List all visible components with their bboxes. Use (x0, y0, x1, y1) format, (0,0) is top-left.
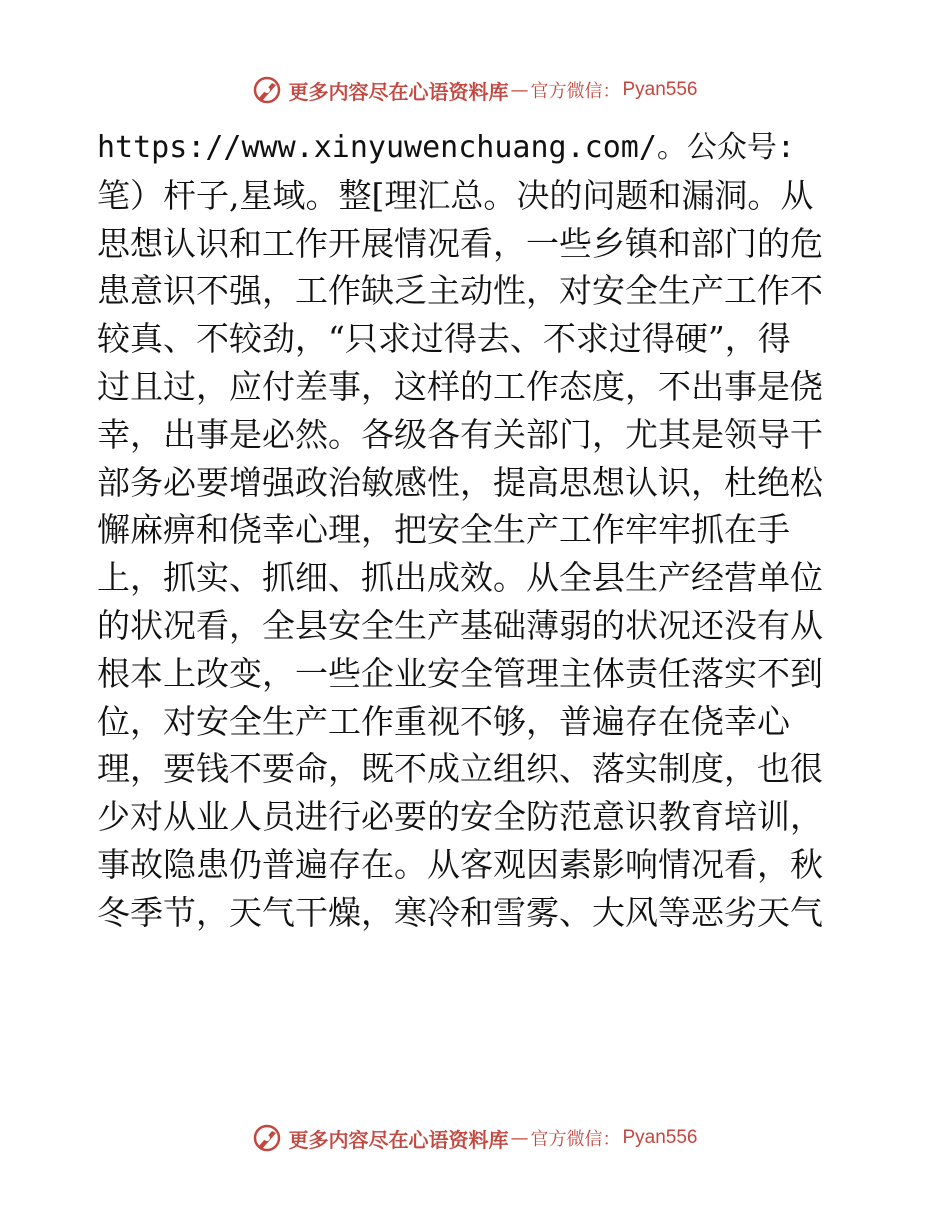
body-line: 懈麻痹和侥幸心理，把安全生产工作牢牢抓在手 (97, 510, 790, 550)
body-line: 冬季节，天气干燥，寒冷和雪雾、大风等恶劣天气 (97, 892, 823, 932)
document-body (97, 124, 857, 937)
banner-wechat-id: Pyan556 (622, 1127, 698, 1148)
body-line: 笔）杆子,星域。整[理汇总。决的问题和漏洞。从 (97, 175, 814, 215)
pen-circle-logo-icon (252, 1123, 282, 1153)
pen-circle-logo-icon (252, 75, 282, 105)
header-banner (0, 70, 950, 110)
body-line: 理，要钱不要命，既不成立组织、落实制度，也很 (97, 749, 823, 789)
banner-separator: — (510, 79, 529, 101)
body-line: 的状况看，全县安全生产基础薄弱的状况还没有从 (97, 605, 823, 645)
banner-brand-text: 更多内容尽在心语资料库 (288, 1127, 509, 1152)
banner-separator: — (510, 1127, 529, 1149)
banner-brand-text: 更多内容尽在心语资料库 (288, 79, 509, 104)
body-line: 根本上改变，一些企业安全管理主体责任落实不到 (97, 653, 823, 693)
body-line: 患意识不强，工作缺乏主动性，对安全生产工作不 (97, 271, 823, 311)
body-line: 部务必要增强政治敏感性，提高思想认识，杜绝松 (97, 462, 823, 502)
body-line: 幸，出事是必然。各级各有关部门，尤其是领导干 (97, 414, 823, 454)
banner-official-label: 官方微信： (530, 81, 621, 102)
banner-wechat-id: Pyan556 (622, 79, 698, 100)
body-line: 较真、不较劲，“只求过得去、不求过得硬”，得 (97, 319, 791, 359)
banner-official-label: 官方微信： (530, 1129, 621, 1150)
body-line: 思想认识和工作开展情况看，一些乡镇和部门的危 (97, 223, 823, 263)
body-line: 过且过，应付差事，这样的工作态度，不出事是侥 (97, 366, 823, 406)
body-line: 少对从业人员进行必要的安全防范意识教育培训， (97, 797, 823, 837)
body-line: 事故隐患仍普遍存在。从客观因素影响情况看，秋 (97, 844, 823, 884)
body-line: https://www.xinyuwenchuang.com/。公众号: (97, 130, 795, 165)
body-line: 位，对安全生产工作重视不够，普遍存在侥幸心 (97, 701, 790, 741)
footer-banner (0, 1118, 950, 1158)
body-line: 上，抓实、抓细、抓出成效。从全县生产经营单位 (97, 558, 823, 598)
